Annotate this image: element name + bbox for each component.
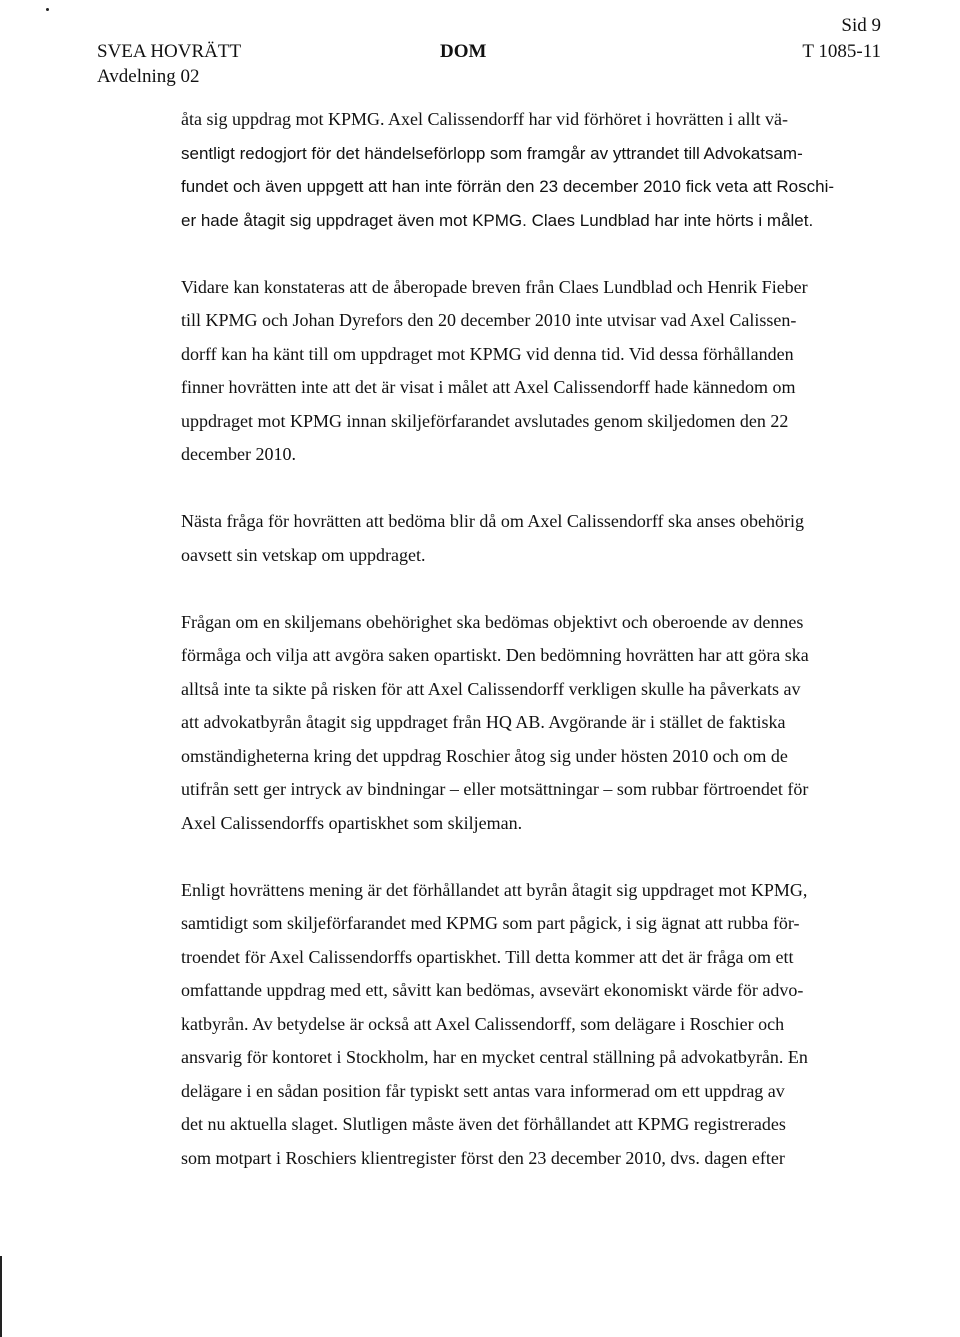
paragraph-4 <box>181 606 861 841</box>
page-number: Sid 9 <box>841 15 881 36</box>
text-line: delägare i en sådan position får typiskt sett antas vara informerad om ett uppdrag av <box>181 1080 785 1101</box>
text-line: Axel Calissendorffs opartiskhet som skiljeman. <box>181 812 523 833</box>
text-line: som motpart i Roschiers klientregister först den 23 december 2010, dvs. dagen efter <box>181 1147 785 1168</box>
case-number: T 1085-11 <box>802 41 881 62</box>
text-line: alltså inte ta sikte på risken för att Axel Calissendorff verkligen skulle ha påverkats av <box>181 678 801 699</box>
text-line: december 2010. <box>181 444 296 464</box>
text-line: förmåga och vilja att avgöra saken opartiskt. Den bedömning hovrätten har att göra ska <box>181 645 809 665</box>
text-line: finner hovrätten inte att det är visat i målet att Axel Calissendorff hade kännedom om <box>181 377 796 397</box>
text-line: oavsett sin vetskap om uppdraget. <box>181 544 426 565</box>
document-type: DOM <box>440 41 487 62</box>
page-header <box>97 14 881 88</box>
text-line: er hade åtagit sig uppdraget även mot KPMG. Claes Lundblad har inte hörts i målet. <box>181 210 814 230</box>
text-line: sentligt redogjort för det händelseförlopp som framgår av yttrandet till Advokatsam- <box>181 143 803 163</box>
text-line: utifrån sett ger intryck av bindningar – eller motsättningar – som rubbar förtroendet för <box>181 779 809 799</box>
text-line: samtidigt som skiljeförfarandet med KPMG som part pågick, i sig ägnat att rubba för- <box>181 913 800 933</box>
text-line: katbyrån. Av betydelse är också att Axel Calissendorff, som delägare i Roschier och <box>181 1013 785 1034</box>
text-line: dorff kan ha känt till om uppdraget mot KPMG vid denna tid. Vid dessa förhållanden <box>181 343 794 364</box>
court-division: Avdelning 02 <box>97 66 200 87</box>
text-line: omständigheterna kring det uppdrag Roschier åtog sig under hösten 2010 och om de <box>181 745 788 766</box>
text-line: till KPMG och Johan Dyrefors den 20 december 2010 inte utvisar vad Axel Calissen- <box>181 310 797 330</box>
paragraph-2 <box>181 271 861 472</box>
text-line: troendet för Axel Calissendorffs opartiskhet. Till detta kommer att det är fråga om ett <box>181 946 794 967</box>
scan-margin-line <box>0 1256 2 1337</box>
text-line: det nu aktuella slaget. Slutligen måste även det förhållandet att KPMG registrerades <box>181 1114 786 1134</box>
text-line: åta sig uppdrag mot KPMG. Axel Calissendorff har vid förhöret i hovrätten i allt vä- <box>181 109 789 129</box>
text-line: Enligt hovrättens mening är det förhållandet att byrån åtagit sig uppdraget mot KPMG, <box>181 879 808 900</box>
text-line: Frågan om en skiljemans obehörighet ska bedömas objektivt och oberoende av dennes <box>181 611 804 632</box>
text-line: fundet och även uppgett att han inte förrän den 23 december 2010 fick veta att Roschi- <box>181 177 835 196</box>
paragraph-5 <box>181 874 861 1176</box>
text-line: att advokatbyrån åtagit sig uppdraget från HQ AB. Avgörande är i stället de faktiska <box>181 712 786 732</box>
text-line: ansvarig för kontoret i Stockholm, har en mycket central ställning på advokatbyrån. En <box>181 1047 808 1067</box>
court-name: SVEA HOVRÄTT <box>97 41 242 62</box>
paragraph-3 <box>181 505 861 572</box>
text-line: Nästa fråga för hovrätten att bedöma blir då om Axel Calissendorff ska anses obehörig <box>181 511 804 531</box>
paragraph-1 <box>181 103 861 237</box>
text-line: omfattande uppdrag med ett, såvitt kan bedömas, avsevärt ekonomiskt värde för advo- <box>181 980 804 1000</box>
document-body <box>181 103 861 1209</box>
scan-speck <box>46 8 49 11</box>
text-line: Vidare kan konstateras att de åberopade breven från Claes Lundblad och Henrik Fieber <box>181 276 808 297</box>
text-line: uppdraget mot KPMG innan skiljeförfarandet avslutades genom skiljedomen den 22 <box>181 410 789 431</box>
